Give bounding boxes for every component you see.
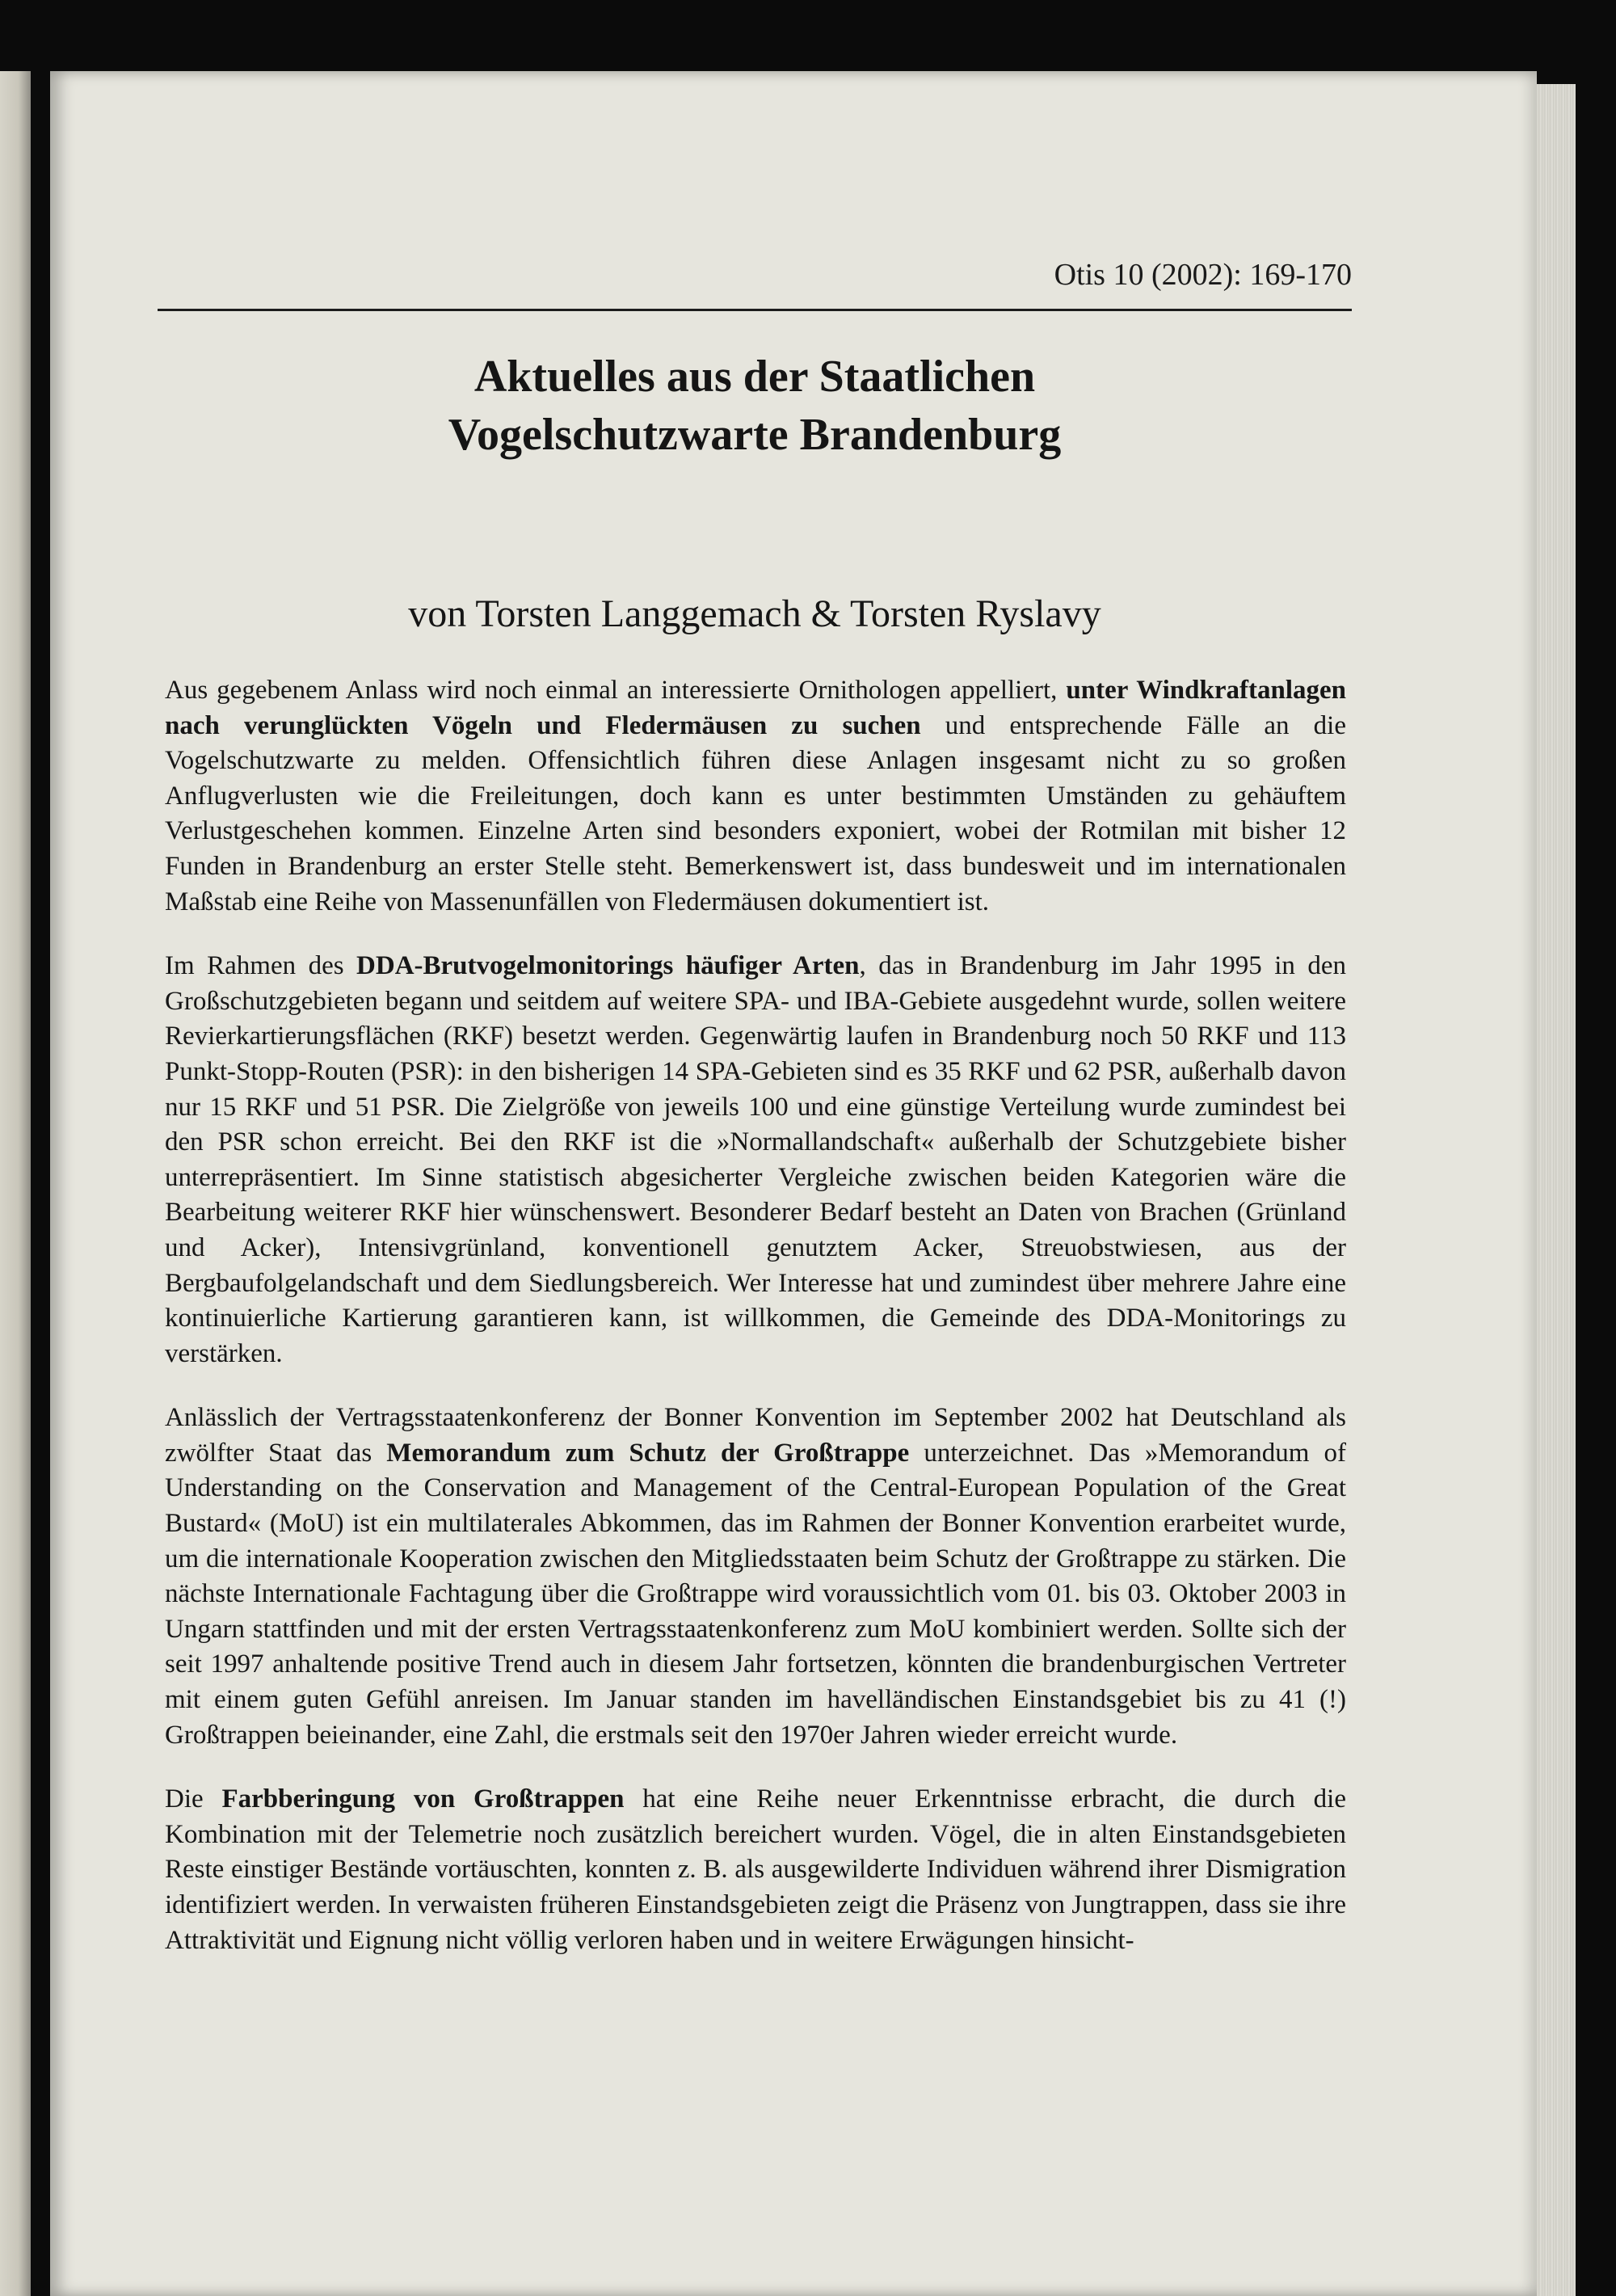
article-body bbox=[165, 673, 1346, 1987]
article-title bbox=[158, 348, 1352, 464]
header-rule bbox=[158, 309, 1352, 311]
paragraph-emphasis: Farbberingung von Großtrappen bbox=[221, 1784, 625, 1814]
paragraph-memorandum bbox=[165, 1401, 1346, 1753]
paragraph-windkraft bbox=[165, 673, 1346, 920]
paragraph-text: unterzeichnet. Das »Memorandum of Understanding on the Conservation and Management of the Central-European Population of the Great Bustard« (MoU) ist ein multilaterales Abkommen, das im Rahmen der Bonner Konvention erarbeitet wurde, um die internationale Kooperation zwischen den Mitgliedsstaaten beim Schutz der Großtrappe zu stärken. Die nächste Internationale Fachtagung über die Großtrappe wird voraussichtlich vom 01. bis 03. Oktober 2003 in Ungarn stattfinden und mit der ersten Vertragsstaatenkonferenz zum MoU kombiniert werden. Sollte sich der seit 1997 anhaltende positive Trend auch in diesem Jahr fortsetzen, könnten die brandenburgischen Vertreter mit einem guten Gefühl anreisen. Im Januar standen im havelländischen Einstandsgebiet bis zu 41 (!) Großtrappen beieinander, eine Zahl, die erstmals seit den 1970er Jahren wieder erreicht wurde. bbox=[165, 1438, 1346, 1750]
title-line-1: Aktuelles aus der Staatlichen bbox=[473, 352, 1036, 402]
page-stack-edge bbox=[1537, 84, 1576, 2296]
paragraph-text: Die bbox=[165, 1784, 222, 1814]
paragraph-farbberingung bbox=[165, 1782, 1346, 1958]
paragraph-text: Anlässlich der Vertragsstaatenkonferenz der Bonner Konvention im September 2002 hat Deutschland als zwölfter Staat das bbox=[165, 1403, 1346, 1468]
paragraph-text: Aus gegebenem Anlass wird noch einmal an interessierte Ornithologen appelliert, bbox=[165, 676, 1067, 705]
title-line-2: Vogelschutzwarte Brandenburg bbox=[448, 410, 1062, 460]
adjacent-page-edge bbox=[0, 71, 31, 2296]
paragraph-monitoring bbox=[165, 949, 1346, 1371]
paragraph-text: Im Rahmen des bbox=[165, 951, 357, 981]
paragraph-text: , das in Brandenburg im Jahr 1995 in den Großschutzgebieten begann und seitdem auf weitere SPA- und IBA-Gebiete ausgedehnt wurde, sollen weitere Revierkartierungsflächen (RKF) besetzt werden. Gegenwärtig laufen in Brandenburg noch 50 RKF und 113 Punkt-Stopp-Routen (PSR): in den bisherigen 14 SPA-Gebieten sind es 35 RKF und 62 PSR, außerhalb davon nur 15 RKF und 51 PSR. Die Zielgröße von jeweils 100 und eine günstige Verteilung wurde zumindest bei den PSR schon erreicht. Bei den RKF ist die »Normallandschaft« außerhalb der Schutzgebiete bisher unterrepräsentiert. Im Sinne statistisch abgesicherter Vergleiche zwischen beiden Kategorien wäre die Bearbeitung weiterer RKF hier wünschenswert. Besonderer Bedarf besteht an Daten von Brachen (Grünland und Acker), Intensivgrünland, konventionell genutztem Acker, Streuobstwiesen, aus der Bergbaufolgelandschaft und dem Siedlungsbereich. Wer Interesse hat und zumindest über mehrere Jahre eine kontinuierliche Kartierung garantieren kann, ist willkommen, die Gemeinde des DDA-Monitorings zu verstärken. bbox=[165, 951, 1346, 1368]
paragraph-emphasis: DDA-Brutvogelmonitorings häufiger Arten bbox=[356, 951, 860, 981]
paragraph-emphasis: unter Windkraftanlagen nach verunglückten Vögeln und Fledermäusen zu suchen bbox=[165, 676, 1346, 740]
authors: von Torsten Langgemach & Torsten Ryslavy bbox=[408, 592, 1101, 635]
running-head: Otis 10 (2002): 169-170 bbox=[1054, 258, 1352, 292]
paragraph-text: und entsprechende Fälle an die Vogelschutzwarte zu melden. Offensichtlich führen diese Anlagen insgesamt nicht zu so großen Anflugverlusten wie die Freileitungen, doch kann es unter bestimmten Umständen zu gehäuftem Verlustgeschehen kommen. Einzelne Arten sind besonders exponiert, wobei der Rotmilan mit bisher 12 Funden in Brandenburg an erster Stelle steht. Bemerkenswert ist, dass bundesweit und im internationalen Maßstab eine Reihe von Massenunfällen von Fledermäusen dokumentiert ist. bbox=[165, 710, 1346, 916]
paragraph-text: hat eine Reihe neuer Erkenntnisse erbracht, die durch die Kombination mit der Telemetrie noch zusätzlich bereichert wurden. Vögel, die in alten Einstandsgebieten Reste einstiger Bestände vortäuschten, konnten z. B. als ausgewilderte Individuen während ihrer Dismigration identifiziert werden. In verwaisten früheren Einstandsgebieten zeigt die Präsenz von Jungtrappen, dass sie ihre Attraktivität und Eignung nicht völlig verloren haben und in weitere Erwägungen hinsicht- bbox=[165, 1784, 1346, 1955]
paragraph-emphasis: Memorandum zum Schutz der Großtrappe bbox=[386, 1438, 910, 1468]
